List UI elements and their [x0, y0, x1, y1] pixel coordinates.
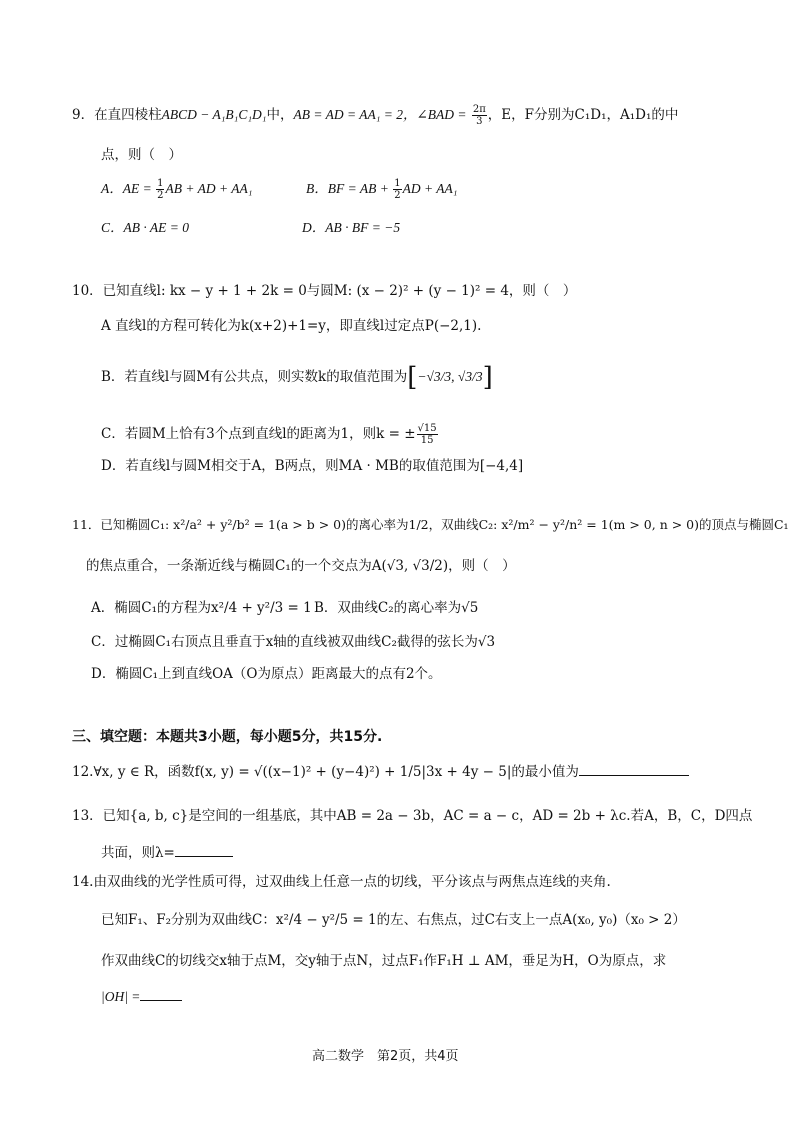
q9-angle-fraction: $\frac{2\pi}{3}$ [472, 104, 486, 127]
q12-answer-blank [579, 761, 689, 776]
q12-line: 12.∀x, y ∈ R，函数f(x, y) = √((x−1)² + (y−4)²) + 1/5|3x + 4y − 5|的最小值为 [72, 761, 689, 782]
q11-option-c: C．过椭圆C₁右顶点且垂直于x轴的直线被双曲线C₂截得的弦长为√3 [91, 634, 496, 650]
q9-option-b: B．BF = AB + $\frac{1}{2}$ AD + AA₁ [306, 178, 458, 201]
q11-stem-line1: 11．已知椭圆C₁: x²/a² + y²/b² = 1(a > b > 0)的离心率为1/2，双曲线C₂: x²/m² − y²/n² = 1(m > 0, n > 0)的顶点与椭圆C₁ [72, 517, 789, 532]
q9-stem-b: 中， [266, 107, 294, 123]
section-3-heading: 三、填空题：本题共3小题，每小题5分，共15分. [72, 729, 383, 745]
q10-option-b: B．若直线l与圆M有公共点，则实数k的取值范围为[−√3/3, √3/3] [101, 362, 493, 393]
q11-stem-line2: 的焦点重合，一条渐近线与椭圆C₁的一个交点为A(√3, √3/2)，则（ ） [86, 558, 516, 574]
q9-stem-c: ，E，F分别为C₁D₁，A₁D₁的中 [487, 107, 679, 123]
q10-option-a: A 直线l的方程可转化为k(x+2)+1=y，即直线l过定点P(−2,1). [101, 318, 482, 334]
q14-line4: |OH| = [101, 986, 182, 1007]
q9-cond: AB = AD = AA₁ = 2，∠BAD = [293, 107, 467, 122]
q14-line2: 已知F₁、F₂分别为双曲线C：x²/4 − y²/5 = 1的左、右焦点，过C右支上一点A(x₀, y₀)（x₀ > 2） [101, 912, 686, 928]
q9-option-a: A．AE = $\frac{1}{2}$ AB + AD + AA₁ [101, 178, 253, 201]
q10-option-c: C．若圆M上恰有3个点到直线l的距离为1，则k = ± $\frac{√15}{15}$ [101, 423, 437, 446]
q13-line1: 13．已知{a, b, c}是空间的一组基底，其中AB = 2a − 3b，AC = a − c，AD = 2b + λc.若A，B，C，D四点 [72, 808, 753, 824]
q10-stem: 10．已知直线l: kx − y + 1 + 2k = 0与圆M: (x − 2)² + (y − 1)² = 4，则（ ） [72, 283, 577, 299]
q9-option-c: C．AB · AE = 0 [101, 220, 189, 235]
q10-option-d: D．若直线l与圆M相交于A，B两点，则MA · MB的取值范围为[−4,4] [101, 458, 524, 474]
q9-prism: ABCD − A₁B₁C₁D₁ [161, 107, 267, 122]
q14-answer-blank [140, 986, 182, 1001]
q10-option-b-range: −√3/3, √3/3 [417, 369, 483, 384]
q13-answer-blank [175, 842, 233, 857]
q14-line1: 14.由双曲线的光学性质可得，过双曲线上任意一点的切线，平分该点与两焦点连线的夹角. [72, 874, 611, 890]
q14-line3: 作双曲线C的切线交x轴于点M，交y轴于点N，过点F₁作F₁H ⊥ AM，垂足为H，O为原点，求 [101, 953, 667, 969]
q11-option-b: B．双曲线C₂的离心率为√5 [314, 600, 479, 616]
q9-stem [72, 104, 678, 127]
q11-option-d: D．椭圆C₁上到直线OA（O为原点）距离最大的点有2个。 [91, 666, 442, 682]
q9-stem-a: 9．在直四棱柱 [72, 107, 162, 123]
q13-line2: 共面，则λ= [101, 842, 233, 863]
page-footer: 高二数学 第2页，共4页 [312, 1049, 459, 1064]
q9-stem-cont: 点，则（ ） [101, 147, 182, 163]
q11-option-a: A．椭圆C₁的方程为x²/4 + y²/3 = 1 [91, 600, 312, 616]
q9-option-d: D．AB · BF = −5 [302, 220, 401, 235]
